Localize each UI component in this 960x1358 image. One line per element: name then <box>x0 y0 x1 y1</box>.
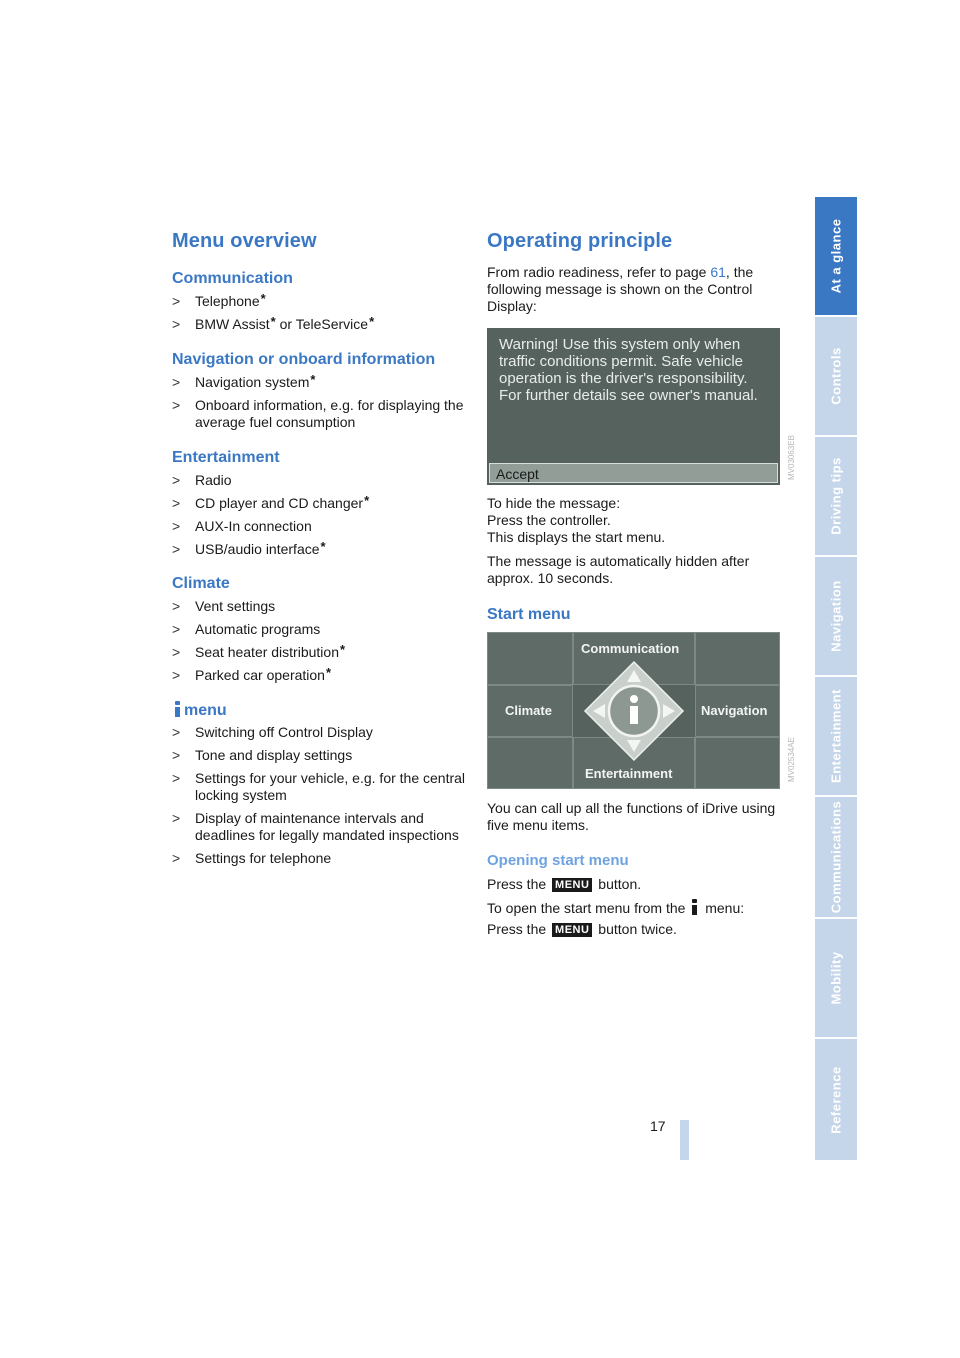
call-up-text: You can call up all the functions of iDrive using five menu items. <box>487 800 776 833</box>
list-item: > USB/audio interface* <box>172 541 472 558</box>
section-heading-i-menu: menu <box>172 701 227 720</box>
press-twice-text: Press the MENU button twice. <box>487 921 677 937</box>
list-item: > Navigation system* <box>172 374 467 391</box>
warning-message: Warning! Use this system only when traffic conditions permit. Safe vehicle operation is the driver's responsibility. For further details see owner's manual. <box>499 336 758 404</box>
warning-screen-image <box>487 328 780 485</box>
idrive-controller-icon <box>583 660 685 762</box>
page-marker <box>680 1120 689 1160</box>
list-item: > CD player and CD changer* <box>172 495 472 512</box>
intro-paragraph: From radio readiness, refer to page 61, the following message is shown on the Control Display: <box>487 264 754 314</box>
figure-code: MV02534AE <box>787 737 796 782</box>
list-item: > Seat heater distribution* <box>172 644 472 661</box>
communication-list <box>172 293 472 339</box>
navigation-list <box>172 374 467 437</box>
page-title-operating-principle: Operating principle <box>487 230 673 252</box>
menu-button-key: MENU <box>552 923 592 937</box>
entertainment-list <box>172 472 472 564</box>
tab-entertainment[interactable]: Entertainment <box>815 677 857 795</box>
tab-mobility[interactable]: Mobility <box>815 919 857 1037</box>
tab-communications[interactable]: Communications <box>815 797 857 917</box>
list-item: > Tone and display settings <box>172 747 467 764</box>
list-item: > Automatic programs <box>172 621 472 638</box>
list-item: > Parked car operation* <box>172 667 472 684</box>
section-heading-entertainment: Entertainment <box>172 449 280 466</box>
list-item: > Onboard information, e.g. for displaying the average fuel consumption <box>172 397 467 431</box>
section-heading-start-menu: Start menu <box>487 606 571 623</box>
list-item: > Switching off Control Display <box>172 724 467 741</box>
page-link[interactable]: 61 <box>710 264 726 280</box>
start-menu-entertainment[interactable]: Entertainment <box>585 766 673 781</box>
climate-list <box>172 598 472 690</box>
list-item: > BMW Assist* or TeleService* <box>172 316 472 333</box>
press-menu-text: Press the MENU button. <box>487 876 642 892</box>
tab-reference[interactable]: Reference <box>815 1039 857 1160</box>
info-icon <box>689 899 699 915</box>
section-heading-climate: Climate <box>172 575 230 592</box>
hide-instructions: To hide the message: Press the controller. This displays the start menu. <box>487 495 666 545</box>
list-item: > AUX-In connection <box>172 518 472 535</box>
menu-button-key: MENU <box>552 878 592 892</box>
tab-at-a-glance[interactable]: At a glance <box>815 197 857 315</box>
auto-hide-text: The message is automatically hidden after approx. 10 seconds. <box>487 553 750 586</box>
section-heading-opening-start-menu: Opening start menu <box>487 852 629 869</box>
page-number: 17 <box>650 1118 666 1134</box>
tab-driving-tips[interactable]: Driving tips <box>815 437 857 555</box>
tab-navigation[interactable]: Navigation <box>815 557 857 675</box>
tab-controls[interactable]: Controls <box>815 317 857 435</box>
page-title-menu-overview: Menu overview <box>172 230 317 252</box>
list-item: > Vent settings <box>172 598 472 615</box>
list-item: > Radio <box>172 472 472 489</box>
list-item: > Settings for your vehicle, e.g. for the central locking system <box>172 770 467 804</box>
open-from-i-text: To open the start menu from the menu: <box>487 900 745 916</box>
section-heading-communication: Communication <box>172 270 293 287</box>
section-heading-navigation: Navigation or onboard information <box>172 351 436 368</box>
info-icon <box>172 701 182 717</box>
chapter-tabs <box>815 197 857 1160</box>
start-menu-navigation[interactable]: Navigation <box>701 703 768 718</box>
list-item: > Settings for telephone <box>172 850 467 867</box>
i-menu-list <box>172 724 467 873</box>
list-item: > Display of maintenance intervals and deadlines for legally mandated inspections <box>172 810 467 844</box>
start-menu-climate[interactable]: Climate <box>505 703 552 718</box>
figure-code: MV03063EB <box>787 435 796 480</box>
accept-button[interactable]: Accept <box>489 463 778 483</box>
list-item: > Telephone* <box>172 293 472 310</box>
start-menu-communication[interactable]: Communication <box>581 641 680 656</box>
start-menu-screen-image <box>487 632 780 789</box>
